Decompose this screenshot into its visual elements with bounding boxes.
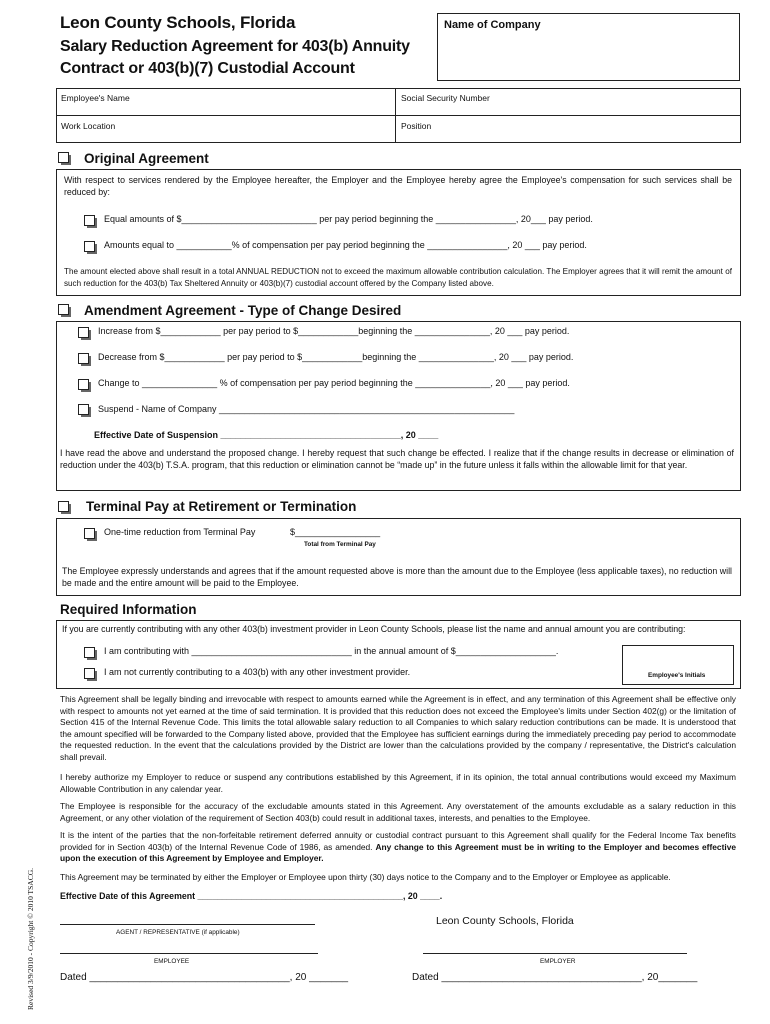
decrease-option: Decrease from $____________ per pay period to $____________beginning the _______________, 20 ___ pay period. — [98, 352, 574, 362]
original-agreement-heading: Original Agreement — [84, 151, 209, 166]
increase-checkbox[interactable] — [78, 327, 92, 340]
equal-amounts-option: Equal amounts of $___________________________ per pay period beginning the ________________, 20___ pay period. — [104, 214, 593, 224]
amendment-heading: Amendment Agreement - Type of Change Desired — [84, 303, 402, 318]
original-intro: With respect to services rendered by the Employee hereafter, the Employer and the Employee hereby agree the Employee's compensation for such services shall be reduced by: — [64, 175, 732, 197]
employee-info-table — [56, 88, 741, 143]
terminal-amount-field[interactable]: $_________________ — [290, 527, 381, 537]
amendment-agreement-checkbox[interactable] — [58, 304, 72, 317]
terminal-reduction-checkbox[interactable] — [84, 528, 98, 541]
terms-paragraph-4-bold: Any change to this Agreement must be in writing to the Employer and becomes effective upon the execution of this Agreement by Employee and Employer. — [60, 841, 737, 863]
employer-signature-line[interactable] — [423, 953, 687, 954]
form-title-line2: Contract or 403(b)(7) Custodial Account — [60, 60, 355, 77]
form-title-line1: Salary Reduction Agreement for 403(b) Annuity — [60, 38, 410, 55]
ssn-field[interactable]: Social Security Number — [401, 93, 490, 103]
required-info-heading: Required Information — [60, 602, 197, 617]
contributing-option: I am contributing with ________________________________ in the annual amount of $____________________. — [104, 646, 559, 656]
employee-signature-line[interactable] — [60, 953, 318, 954]
terminal-reduction-option: One-time reduction from Terminal Pay — [104, 527, 256, 537]
suspend-option: Suspend - Name of Company ___________________________________________________________ — [98, 404, 515, 414]
decrease-checkbox[interactable] — [78, 353, 92, 366]
terms-paragraph-4-text: It is the intent of the parties that the non-forfeitable retirement deferred annuity or custodial contract pursuant to this Agreement shall qualify for the Federal Income Tax benefits provided for in Section 403(b) of the Internal Revenue Code of 1986, as amended. — [60, 830, 736, 852]
terminal-pay-heading: Terminal Pay at Retirement or Termination — [86, 499, 357, 514]
company-name-field[interactable] — [437, 13, 740, 81]
original-note: The amount elected above shall result in a total ANNUAL REDUCTION not to exceed the maximum allowable contribution calculation. The Employer agrees that it will remit the amount of such reduction for the 403(b) Tax Sheltered Annuity or 403(b)(7) custodial account offered by the Company listed above. — [64, 267, 732, 288]
district-title: Leon County Schools, Florida — [60, 13, 296, 32]
employer-label: EMPLOYER — [540, 958, 576, 965]
work-location-field[interactable]: Work Location — [61, 121, 116, 131]
terminal-total-label: Total from Terminal Pay — [304, 541, 376, 548]
suspension-effective-date: Effective Date of Suspension ____________________________________, 20 ____ — [94, 430, 439, 440]
amendment-acknowledgement: I have read the above and understand the proposed change. I hereby request that such change be effected. I realize that if the change results in decrease or elimination of reduction under the 403(b) T.S.A. program, that this reduction or elimination cannot be “made up” in the future unless it falls within the allowable limit for that year. — [60, 448, 734, 470]
agent-signature-line[interactable] — [60, 924, 315, 925]
original-agreement-checkbox[interactable] — [58, 152, 72, 165]
revision-copyright: Revised 3/9/2010 - Copyright © 2010 TSACG. — [26, 867, 35, 1010]
suspend-checkbox[interactable] — [78, 404, 92, 417]
employee-dated-field[interactable]: Dated ____________________________________, 20 _______ — [60, 972, 349, 983]
company-name-label: Name of Company — [444, 19, 541, 31]
terms-paragraph-4 — [60, 830, 736, 865]
agreement-effective-date: Effective Date of this Agreement __________________________________________, 20 ____. — [60, 891, 443, 901]
terms-paragraph-3: The Employee is responsible for the accuracy of the excludable amounts stated in this Agreement. Any overstatement of the amounts excludable as a salary reduction in this Agreement, or any other violation of the requirement of Section 403(b) could result in additional taxes, interests, and penalties to the Employee. — [60, 801, 736, 823]
terminal-pay-checkbox[interactable] — [58, 501, 72, 514]
equal-amounts-checkbox[interactable] — [84, 215, 98, 228]
not-contributing-option: I am not currently contributing to a 403(b) with any other investment provider. — [104, 667, 411, 677]
amounts-equal-option: Amounts equal to ___________% of compensation per pay period beginning the ________________, 20 ___ pay period. — [104, 240, 587, 250]
contributing-checkbox[interactable] — [84, 647, 98, 660]
change-checkbox[interactable] — [78, 379, 92, 392]
not-contributing-checkbox[interactable] — [84, 668, 98, 681]
increase-option: Increase from $____________ per pay period to $____________beginning the _______________, 20 ___ pay period. — [98, 326, 570, 336]
terms-paragraph-2: I hereby authorize my Employer to reduce or suspend any contributions established by this Agreement, if in its opinion, the total annual contributions would exceed my Maximum Allowable Contribution in any calendar year. — [60, 772, 736, 794]
lcs-signature-label: Leon County Schools, Florida — [436, 915, 574, 927]
required-info-intro: If you are currently contributing with any other 403(b) investment provider in Leon County Schools, please list the name and annual amount you are contributing: — [62, 624, 686, 634]
terms-paragraph-1: This Agreement shall be legally binding and irrevocable with respect to amounts earned while the Agreement is in effect, and any termination of this Agreement shall be effective only with respect to amounts not yet earned at the time of said termination. It is provided that this reduction does not exceed the Employee's limits under Section 402(g) or the limitation of Section 415 of the Internal Revenue Code. This limits the total allowable salary reduction to all Companies to which salary reduction contributions can be made. It is understood that the amount specified will be forwarded to the Company listed above, provided that the Employee has sufficient earnings during the immediately preceding pay period to accommodate the requested reduction. In the event that the calculations provided by the District are lower than the calculations provided by the company / representative, the District's calculation shall prevail. — [60, 694, 736, 762]
terms-paragraph-5: This Agreement may be terminated by either the Employer or Employee upon thirty (30) days notice to the Company and to the Employer or Employee as applicable. — [60, 872, 671, 882]
amounts-equal-checkbox[interactable] — [84, 241, 98, 254]
change-option: Change to _______________ % of compensation per pay period beginning the _______________, 20 ___ pay period. — [98, 378, 570, 388]
employee-name-field[interactable]: Employee's Name — [61, 93, 130, 103]
terminal-pay-note: The Employee expressly understands and agrees that if the amount requested above is more than the amount due to the Employee (less applicable taxes), no reduction will be made and the entire amount will be paid to the Employee. — [62, 566, 732, 588]
employee-label: EMPLOYEE — [154, 958, 190, 965]
agent-label: AGENT / REPRESENTATIVE (if applicable) — [116, 929, 240, 936]
employee-initials-field[interactable] — [622, 645, 734, 685]
position-field[interactable]: Position — [401, 121, 432, 131]
employee-initials-label: Employee's Initials — [648, 672, 706, 679]
employer-dated-field[interactable]: Dated ____________________________________, 20_______ — [412, 972, 698, 983]
